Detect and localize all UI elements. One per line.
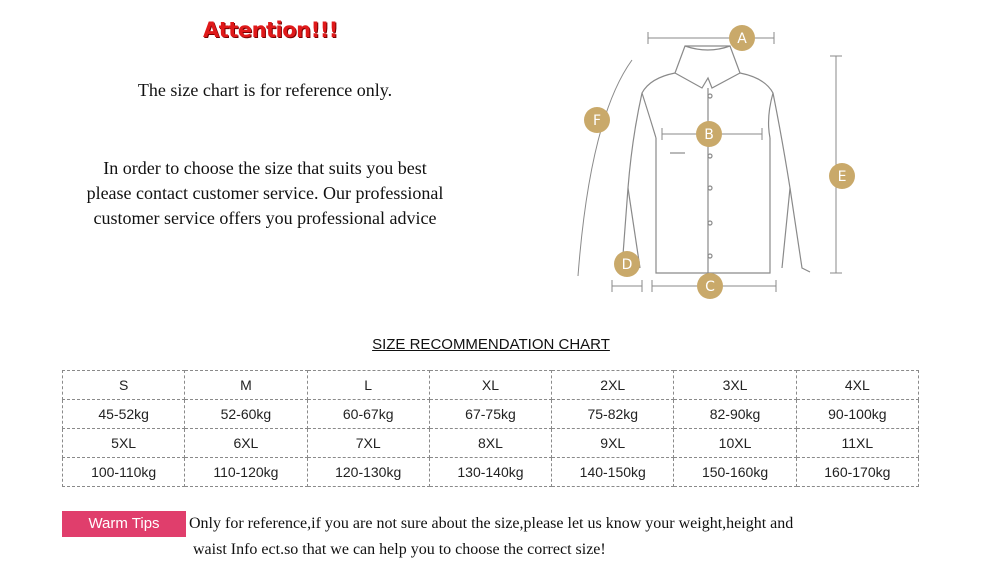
size-cell: 9XL	[552, 429, 674, 458]
advice-text	[30, 156, 500, 231]
size-cell: 4XL	[796, 371, 918, 400]
size-cell: 10XL	[674, 429, 796, 458]
weight-cell: 67-75kg	[429, 400, 551, 429]
weight-cell: 140-150kg	[552, 458, 674, 487]
size-cell: 7XL	[307, 429, 429, 458]
shirt-right-sleeve-outer	[740, 73, 810, 272]
weight-cell: 130-140kg	[429, 458, 551, 487]
marker-e	[829, 163, 855, 189]
marker-c	[697, 273, 723, 299]
marker-label: D	[621, 257, 633, 273]
attention-heading: Attention!!!	[203, 18, 338, 42]
size-cell: 3XL	[674, 371, 796, 400]
weight-cell: 45-52kg	[63, 400, 185, 429]
size-chart-title: SIZE RECOMMENDATION CHART	[372, 336, 610, 353]
weight-cell: 100-110kg	[63, 458, 185, 487]
advice-line: customer service offers you professional advice	[93, 208, 437, 228]
marker-a	[729, 25, 755, 51]
table-row	[63, 371, 919, 400]
measure-line-d	[612, 280, 642, 292]
size-cell: 2XL	[552, 371, 674, 400]
size-cell: 6XL	[185, 429, 307, 458]
size-cell: 11XL	[796, 429, 918, 458]
weight-cell: 82-90kg	[674, 400, 796, 429]
size-cell: 8XL	[429, 429, 551, 458]
weight-cell: 160-170kg	[796, 458, 918, 487]
shirt-left-sleeve-outer	[617, 73, 675, 272]
weight-cell: 60-67kg	[307, 400, 429, 429]
marker-label: C	[705, 279, 715, 295]
marker-label: E	[837, 169, 847, 185]
size-cell: XL	[429, 371, 551, 400]
shirt-body	[656, 138, 770, 273]
advice-line: please contact customer service. Our professional	[86, 183, 444, 203]
marker-f	[584, 107, 610, 133]
warm-tips-badge: Warm Tips	[62, 511, 186, 537]
marker-b	[696, 121, 722, 147]
size-cell: 5XL	[63, 429, 185, 458]
marker-d	[614, 251, 640, 277]
reference-note: The size chart is for reference only.	[137, 80, 393, 100]
tips-text-line: waist Info ect.so that we can help you to choose the correct size!	[193, 541, 606, 558]
weight-cell: 75-82kg	[552, 400, 674, 429]
weight-cell: 52-60kg	[185, 400, 307, 429]
marker-label: B	[704, 127, 714, 143]
measure-line-a	[648, 32, 774, 44]
size-recommendation-table	[62, 370, 919, 487]
weight-cell: 90-100kg	[796, 400, 918, 429]
marker-label: F	[592, 113, 602, 129]
shirt-measurement-diagram	[570, 18, 870, 303]
size-cell: S	[63, 371, 185, 400]
weight-cell: 110-120kg	[185, 458, 307, 487]
advice-line: In order to choose the size that suits you best	[103, 158, 427, 178]
size-cell: M	[185, 371, 307, 400]
table-row	[63, 429, 919, 458]
tips-text-line: Only for reference,if you are not sure about the size,please let us know your weight,height and	[189, 515, 794, 532]
table-row	[63, 458, 919, 487]
shirt-collar	[675, 46, 740, 88]
table-row	[63, 400, 919, 429]
size-cell: L	[307, 371, 429, 400]
marker-label: A	[737, 31, 747, 47]
weight-cell: 120-130kg	[307, 458, 429, 487]
weight-cell: 150-160kg	[674, 458, 796, 487]
